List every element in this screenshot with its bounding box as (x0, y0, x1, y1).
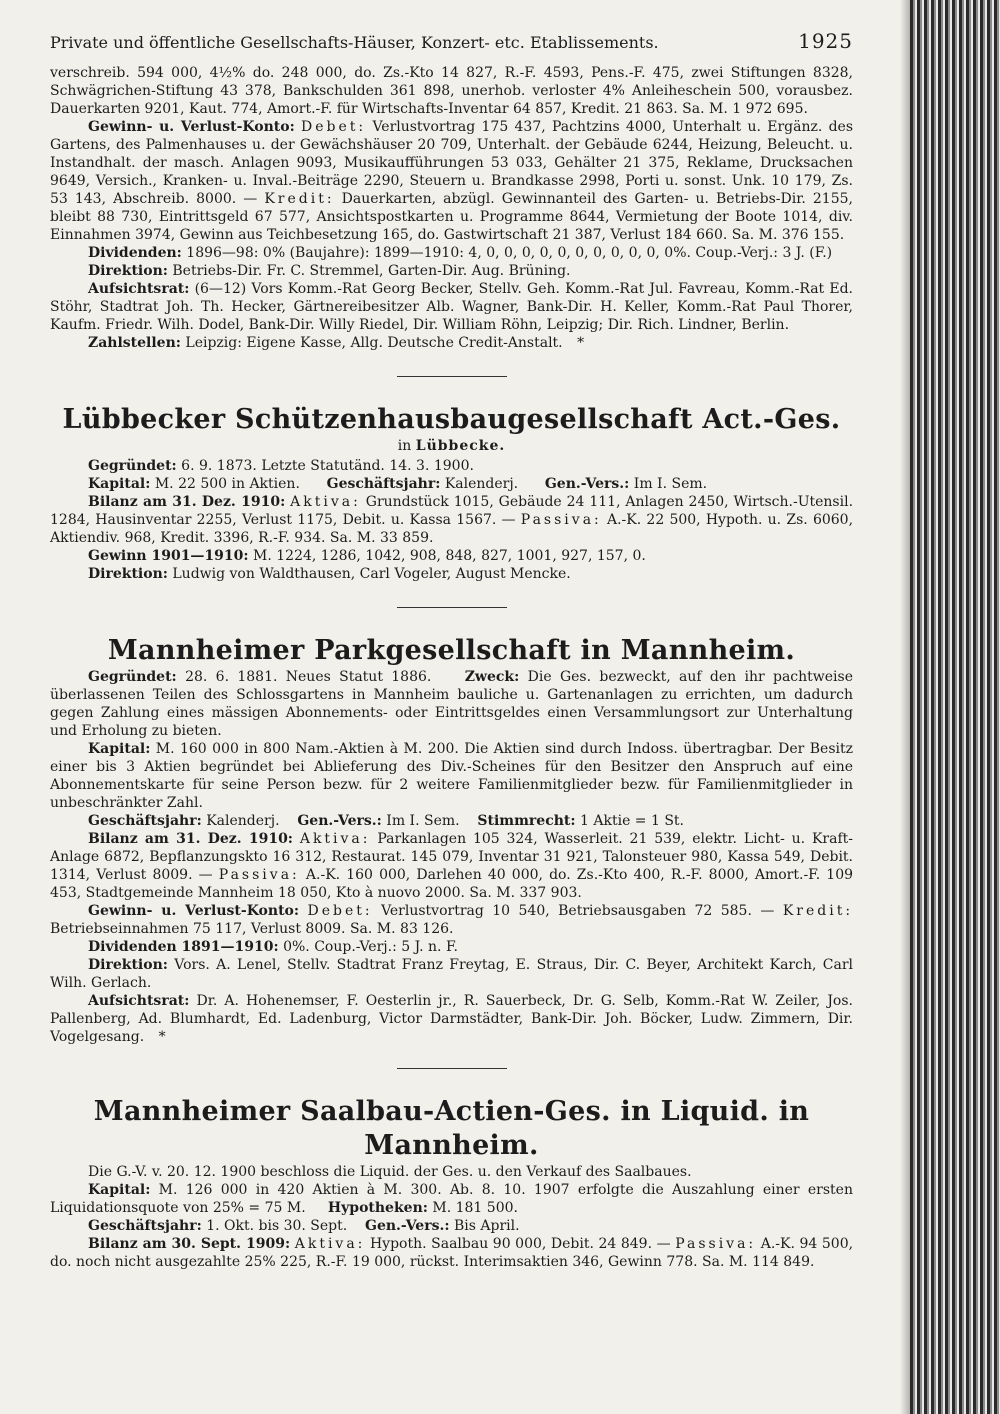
page-number: 1925 (798, 29, 853, 53)
luebbecke-direktion: Direktion: Ludwig von Waldthausen, Carl Vogeler, August Mencke. (88, 566, 571, 582)
mannheim-saalbau-entry (50, 1095, 853, 1271)
park-aufsichtsrat: Aufsichtsrat: Dr. A. Hohenemser, F. Oesterlin jr., R. Sauerbeck, Dr. G. Selb, Komm.-Rat W. Zeiler, Jos. Pallenberg, Ad. Blumhardt, Ed. Ladenburg, Victor Darmstädter, Bank-Dir. Joh. Böcker, Ludw. Zimmern, Dir. Vogelgesang. * (50, 993, 853, 1045)
company-title-mannheim-park: Mannheimer Parkgesellschaft in Mannheim. (107, 635, 796, 666)
continued-aufsichtsrat: Aufsichtsrat: (6—12) Vors Komm.-Rat Georg Becker, Stellv. Geh. Komm.-Rat Jul. Favreau, Komm.-Rat Ed. Stöhr, Stadtrat Joh. Th. Hecker, Gärtnereibesitzer Alb. Wagner, Bank-Dir. H. Keller, Komm.-Rat Paul Thorer, Kaufm. Friedr. Wilh. Dodel, Bank-Dir. Willy Riedel, Dir. William Röhn, Leipzig; Dir. Rich. Lindner, Berlin. (50, 281, 853, 333)
saalbau-geschaeftsjahr: Geschäftsjahr: 1. Okt. bis 30. Sept. Gen.-Vers.: Bis April. (88, 1218, 520, 1234)
park-gegruendet-zweck: Gegründet: 28. 6. 1881. Neues Statut 1886. Zweck: Die Ges. bezweckt, auf den ihr pachtweise überlassenen Teilen des Schlossgartens in Mannheim bauliche u. Gartenanlagen zu errichten, um dadurch gegen Zahlung eines mässigen Abonnements- oder Eintrittsgeldes einen Versammlungsort zur Unterhaltung und Erholung zu bieten. (50, 669, 854, 739)
running-head-title: Private und öffentliche Gesellschafts-Häuser, Konzert- etc. Etablissements. (50, 33, 659, 52)
page-gutter-shadow (900, 0, 910, 1414)
luebbecke-bilanz: Bilanz am 31. Dez. 1910: Aktiva: Grundstück 1015, Gebäude 24 111, Anlagen 2450, Wirtsch.-Utensil. 1284, Hausinventar 2255, Verlust 1175, Debit. u. Kassa 1567. — Passiva: A.-K. 22 500, Hypoth. u. Zs. 6060, Aktiendiv. 968, Kredit. 3396, R.-F. 934. Sa. M. 33 859. (50, 494, 854, 546)
page-content (50, 30, 853, 1271)
section-divider (397, 376, 507, 377)
mannheim-park-entry (50, 634, 853, 1046)
continued-zahlstellen: Zahlstellen: Leipzig: Eigene Kasse, Allg. Deutsche Credit-Anstalt. * (88, 335, 585, 351)
park-gewinn: Gewinn- u. Verlust-Konto: Debet: Verlustvortrag 10 540, Betriebsausgaben 72 585. — Kredit: Betriebseinnahmen 75 117, Verlust 8009. Sa. M. 83 126. (50, 903, 854, 937)
page-edge-stack (910, 0, 1000, 1414)
continued-bilanz: verschreib. 594 000, 4½% do. 248 000, do. Zs.-Kto 14 827, R.-F. 4593, Pens.-F. 475, zwei Stiftungen 8328, Schwägrichen-Stiftung 43 378, Bankschulden 361 898, unerhob. verloster 4% Anleiheschein 500, vorausbez. Dauerkarten 9201, Kaut. 774, Amort.-F. für Wirtschafts-Inventar 64 857, Kredit. 21 863. Sa. M. 1 972 695. (50, 65, 853, 117)
continued-dividenden: Dividenden: 1896—98: 0% (Baujahre): 1899—1910: 4, 0, 0, 0, 0, 0, 0, 0, 0, 0, 0, 0%. Coup.-Verj.: 3 J. (F.) (88, 245, 833, 261)
company-location: in Lübbecke. (397, 438, 506, 454)
saalbau-intro: Die G.-V. v. 20. 12. 1900 beschloss die Liquid. der Ges. u. den Verkauf des Saalbaues. (88, 1164, 692, 1180)
continued-gewinn: Gewinn- u. Verlust-Konto: Debet: Verlustvortrag 175 437, Pachtzins 4000, Unterhalt u. Ergänz. des Gartens, des Palmenhauses u. der Gewächshäuser 20 709, Unterhalt. der Gebäude 6244, Heizung, Beleucht. u. Instandhalt. der masch. Anlagen 9093, Musikaufführungen 53 033, Gehälter 21 375, Reklame, Drucksachen 9649, Versich., Kranken- u. Inval.-Beiträge 2290, Steuern u. Brandkasse 2998, Porti u. sonst. Unk. 10 179, Zs. 53 143, Abschreib. 8000. — Kredit: Dauerkarten, abzügl. Gewinnanteil des Garten- u. Betriebs-Dir. 2155, bleibt 88 730, Eintrittsgeld 67 577, Ansichtspostkarten u. Programme 8644, Vermietung der Boote 1014, div. Einnahmen 3974, Gewinn aus Teichbesetzung 165, do. Gastwirtschaft 21 387, Verlust 184 660. Sa. M. 376 155. (50, 119, 854, 243)
continued-direktion: Direktion: Betriebs-Dir. Fr. C. Stremmel, Garten-Dir. Aug. Brüning. (88, 263, 571, 279)
running-head (50, 30, 853, 54)
park-direktion: Direktion: Vors. A. Lenel, Stellv. Stadtrat Franz Freytag, E. Straus, Dir. C. Beyer, Architekt Karch, Carl Wilh. Gerlach. (50, 957, 853, 991)
continued-entry (50, 64, 853, 352)
park-bilanz: Bilanz am 31. Dez. 1910: Aktiva: Parkanlagen 105 324, Wasserleit. 21 539, elektr. Licht- u. Kraft-Anlage 6872, Bepflanzungskto 16 312, Restaurat. 145 079, Inventar 31 921, Talonsteuer 980, Kassa 549, Debit. 1314, Verlust 8009. — Passiva: A.-K. 160 000, Darlehen 40 000, do. Zs.-Kto 400, R.-F. 8000, Amort.-F. 109 453, Stadtgemeinde Mannheim 18 050, Kto à nuovo 2000. Sa. M. 337 903. (50, 831, 854, 901)
saalbau-kapital: Kapital: M. 126 000 in 420 Aktien à M. 300. Ab. 8. 10. 1907 erfolgte die Auszahlung einer ersten Liquidationsquote von 25% = 75 M. Hypotheken: M. 181 500. (50, 1182, 853, 1216)
luebbecke-gegruendet: Gegründet: 6. 9. 1873. Letzte Statutänd. 14. 3. 1900. (88, 458, 474, 474)
section-divider (397, 1068, 507, 1069)
luebbecke-gewinn: Gewinn 1901—1910: M. 1224, 1286, 1042, 908, 848, 827, 1001, 927, 157, 0. (88, 548, 646, 564)
luebbecke-kapital: Kapital: M. 22 500 in Aktien. Geschäftsjahr: Kalenderj. Gen.-Vers.: Im I. Sem. (88, 476, 708, 492)
park-geschaeftsjahr: Geschäftsjahr: Kalenderj. Gen.-Vers.: Im I. Sem. Stimmrecht: 1 Aktie = 1 St. (88, 813, 685, 829)
luebbecke-entry (50, 403, 853, 583)
saalbau-bilanz: Bilanz am 30. Sept. 1909: Aktiva: Hypoth. Saalbau 90 000, Debit. 24 849. — Passiva: A.-K. 94 500, do. noch nicht ausgezahlte 25% 225, R.-F. 19 000, rückst. Interimsaktien 346, Gewinn 778. Sa. M. 114 849. (50, 1236, 854, 1270)
park-dividenden: Dividenden 1891—1910: 0%. Coup.-Verj.: 5 J. n. F. (88, 939, 458, 955)
park-kapital: Kapital: M. 160 000 in 800 Nam.-Aktien à M. 200. Die Aktien sind durch Indoss. übertragbar. Der Besitz einer bis 3 Aktien begründet bei Ablieferung des Div.-Scheines für den Besitzer den Anspruch auf eine Abonnementskarte für seine Person bezw. für 2 weitere Familienmitglieder bezw. für Familienmitglieder in unbeschränkter Zahl. (50, 741, 854, 811)
company-title-luebbecke: Lübbecker Schützenhausbaugesellschaft Act.-Ges. (62, 404, 841, 435)
company-title-mannheim-saalbau: Mannheimer Saalbau-Actien-Ges. in Liquid. in Mannheim. (93, 1096, 810, 1161)
section-divider (397, 607, 507, 608)
